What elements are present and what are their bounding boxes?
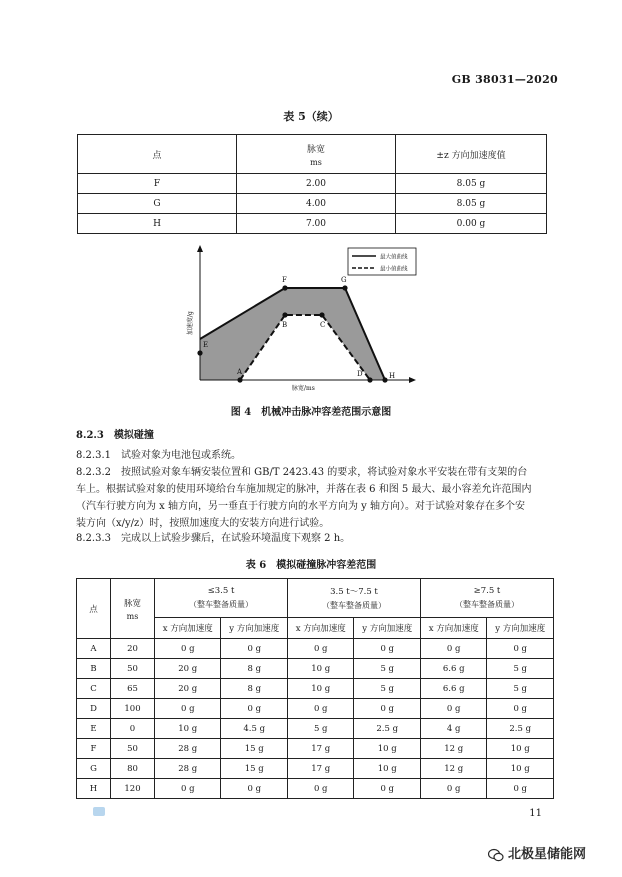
table6-group-3 <box>420 579 553 618</box>
paragraph-8-2-3-3: 8.2.3.3 完成以上试验步骤后，在试验环境温度下观察 2 h。 <box>76 533 351 544</box>
table6-col-width-label: 脉宽 <box>123 598 141 609</box>
section-title: 8.2.3 模拟碰撞 <box>76 430 154 441</box>
table6-cell-accel: 10 g <box>487 739 554 759</box>
table6-cell-accel: 17 g <box>287 759 353 779</box>
table6-cell-accel: 8 g <box>221 679 288 699</box>
tolerance-figure <box>180 243 420 393</box>
table6-cell-accel: 12 g <box>420 759 486 779</box>
table-row <box>78 194 547 214</box>
group-label: （整车整备质量） <box>454 600 519 609</box>
table6-cell-accel: 5 g <box>487 659 554 679</box>
table6-cell-accel: 10 g <box>487 759 554 779</box>
table6-cell-accel: 28 g <box>155 739 221 759</box>
table-row <box>77 659 554 679</box>
table6-cell-accel: 10 g <box>354 759 421 779</box>
table5-cell-width: 4.00 <box>237 194 396 214</box>
table-row <box>77 639 554 659</box>
table6-cell-width: 50 <box>111 739 155 759</box>
table5-col-width-label: 脉宽 <box>306 144 325 155</box>
table5-cell-point: F <box>78 174 237 194</box>
group-mass: 3.5 t～7.5 t <box>330 587 378 597</box>
table6-col-x-accel: x 方向加速度 <box>420 618 486 639</box>
table6-cell-accel: 0 g <box>354 779 421 799</box>
table6-cell-accel: 0 g <box>287 779 353 799</box>
paragraph-line: 8.2.3.2 按照试验对象车辆安装位置和 GB/T 2423.43 的要求，将试验对象水平安装在带有支架的台 <box>76 467 528 478</box>
table6-col-x-accel: x 方向加速度 <box>287 618 353 639</box>
point-f <box>282 285 287 290</box>
tolerance-band <box>200 288 385 380</box>
label-e: E <box>203 341 209 349</box>
table6-cell-width: 100 <box>111 699 155 719</box>
table5 <box>77 134 547 234</box>
table6-cell-accel: 10 g <box>287 659 353 679</box>
table6-cell-accel: 0 g <box>354 639 421 659</box>
label-g: G <box>341 276 347 284</box>
paragraph-line: （汽车行驶方向为 x 轴方向，另一垂直于行驶方向的水平方向为 y 轴方向）。对于试验对象存在多个安 <box>76 501 526 512</box>
table6-cell-accel: 4 g <box>420 719 486 739</box>
table5-col-width <box>237 135 396 174</box>
table6-cell-accel: 20 g <box>155 679 221 699</box>
table5-cell-point: H <box>78 214 237 234</box>
table6-group-1 <box>155 579 288 618</box>
table6-cell-accel: 2.5 g <box>487 719 554 739</box>
table6-cell-accel: 0 g <box>221 699 288 719</box>
table6-cell-accel: 5 g <box>487 679 554 699</box>
table5-cell-accel: 8.05 g <box>396 174 547 194</box>
table6-cell-accel: 20 g <box>155 659 221 679</box>
point-a <box>237 377 242 382</box>
table6-cell-accel: 0 g <box>221 639 288 659</box>
table6-cell-accel: 0 g <box>221 779 288 799</box>
table6-cell-width: 0 <box>111 719 155 739</box>
table6-col-y-accel: y 方向加速度 <box>487 618 554 639</box>
table6-cell-accel: 10 g <box>287 679 353 699</box>
point-h <box>382 377 387 382</box>
paragraph-8-2-3-2 <box>76 464 556 532</box>
table-row <box>77 679 554 699</box>
standard-code: GB 38031—2020 <box>451 73 558 86</box>
table6-cell-accel: 0 g <box>287 639 353 659</box>
table6-cell-point: H <box>77 779 111 799</box>
table-row <box>77 759 554 779</box>
watermark-text: 北极星储能网 <box>508 847 587 862</box>
table5-col-width-unit: ms <box>310 157 322 167</box>
table5-caption: 表 5（续） <box>283 110 339 123</box>
table6-col-width-unit: ms <box>126 611 139 621</box>
table6-body <box>77 639 554 799</box>
table6-cell-accel: 4.5 g <box>221 719 288 739</box>
table6-cell-point: B <box>77 659 111 679</box>
group-mass: ≤3.5 t <box>207 586 235 596</box>
label-c: C <box>320 321 326 329</box>
page-number: 11 <box>529 808 542 819</box>
table-row <box>77 699 554 719</box>
table6-cell-accel: 0 g <box>420 699 486 719</box>
figure4-caption: 图 4 机械冲击脉冲容差范围示意图 <box>230 407 392 418</box>
table6-cell-accel: 6.6 g <box>420 659 486 679</box>
point-g <box>342 285 347 290</box>
label-b: B <box>282 321 288 329</box>
table-row <box>78 174 547 194</box>
table6-cell-point: A <box>77 639 111 659</box>
table6-cell-accel: 0 g <box>487 699 554 719</box>
paragraph-8-2-3-1: 8.2.3.1 试验对象为电池包或系统。 <box>76 450 241 461</box>
table6-cell-accel: 5 g <box>287 719 353 739</box>
table6-cell-accel: 0 g <box>354 699 421 719</box>
table5-cell-accel: 0.00 g <box>396 214 547 234</box>
table5-cell-point: G <box>78 194 237 214</box>
table6-cell-accel: 28 g <box>155 759 221 779</box>
table6-cell-accel: 10 g <box>155 719 221 739</box>
table6-cell-point: E <box>77 719 111 739</box>
table6-cell-accel: 6.6 g <box>420 679 486 699</box>
table6-cell-accel: 0 g <box>420 639 486 659</box>
table6-col-y-accel: y 方向加速度 <box>354 618 421 639</box>
label-d: D <box>357 370 363 378</box>
table6-cell-point: F <box>77 739 111 759</box>
point-c <box>319 312 324 317</box>
table6-cell-accel: 17 g <box>287 739 353 759</box>
table6-cell-accel: 0 g <box>155 779 221 799</box>
y-axis-arrow <box>197 245 203 252</box>
table5-cell-width: 2.00 <box>237 174 396 194</box>
table6-cell-accel: 2.5 g <box>354 719 421 739</box>
table6-cell-accel: 0 g <box>420 779 486 799</box>
table6-cell-width: 50 <box>111 659 155 679</box>
table6-cell-width: 20 <box>111 639 155 659</box>
table5-col-accel: ±z 方向加速度值 <box>396 135 547 174</box>
table6-cell-accel: 5 g <box>354 659 421 679</box>
table6-col-point: 点 <box>77 579 111 639</box>
table6-caption: 表 6 模拟碰撞脉冲容差范围 <box>245 560 377 571</box>
point-e <box>197 350 202 355</box>
table5-cell-accel: 8.05 g <box>396 194 547 214</box>
x-axis-label: 脉宽/ms <box>292 385 315 392</box>
table6-cell-point: G <box>77 759 111 779</box>
table6-cell-accel: 12 g <box>420 739 486 759</box>
table6-cell-accel: 8 g <box>221 659 288 679</box>
table6 <box>76 578 554 799</box>
label-f: F <box>282 276 287 284</box>
table6-cell-width: 80 <box>111 759 155 779</box>
table5-col-point: 点 <box>78 135 237 174</box>
table-row <box>77 739 554 759</box>
group-mass: ≥7.5 t <box>473 586 501 596</box>
table6-cell-accel: 15 g <box>221 739 288 759</box>
wechat-icon <box>488 848 504 862</box>
y-axis-label: 加速度/g <box>187 311 194 335</box>
table-row <box>78 214 547 234</box>
table6-cell-accel: 0 g <box>155 639 221 659</box>
table6-cell-accel: 15 g <box>221 759 288 779</box>
table6-cell-point: C <box>77 679 111 699</box>
point-b <box>282 312 287 317</box>
watermark <box>488 843 586 862</box>
table6-cell-accel: 0 g <box>287 699 353 719</box>
table6-cell-width: 65 <box>111 679 155 699</box>
label-h: H <box>389 372 396 380</box>
table6-group-2 <box>287 579 420 618</box>
x-axis-arrow <box>409 377 416 383</box>
table6-col-width <box>111 579 155 639</box>
table5-header-row <box>78 135 547 174</box>
label-a: A <box>237 368 243 376</box>
table6-cell-accel: 0 g <box>487 779 554 799</box>
table6-cell-width: 120 <box>111 779 155 799</box>
table6-cell-accel: 10 g <box>354 739 421 759</box>
table6-cell-accel: 0 g <box>155 699 221 719</box>
paragraph-line: 车上。根据试验对象的使用环境给台车施加规定的脉冲，并落在表 6 和图 5 最大、最小容差允许范围内 <box>76 484 532 495</box>
table6-col-y-accel: y 方向加速度 <box>221 618 288 639</box>
table5-cell-width: 7.00 <box>237 214 396 234</box>
group-label: （整车整备质量） <box>188 600 253 609</box>
table6-col-x-accel: x 方向加速度 <box>155 618 221 639</box>
legend-max-label: 最大值曲线 <box>380 254 408 261</box>
table6-cell-accel: 5 g <box>354 679 421 699</box>
publisher-logo-icon <box>93 807 105 816</box>
table6-header-row <box>77 579 554 618</box>
table-row <box>77 719 554 739</box>
paragraph-line: 装方向（x/y/z）时，按照加速度大的安装方向进行试验。 <box>76 518 330 529</box>
table6-cell-point: D <box>77 699 111 719</box>
table-row <box>77 779 554 799</box>
legend-min-label: 最小值曲线 <box>380 266 408 273</box>
point-d <box>367 377 372 382</box>
group-label: （整车整备质量） <box>321 601 386 610</box>
table6-cell-accel: 0 g <box>487 639 554 659</box>
